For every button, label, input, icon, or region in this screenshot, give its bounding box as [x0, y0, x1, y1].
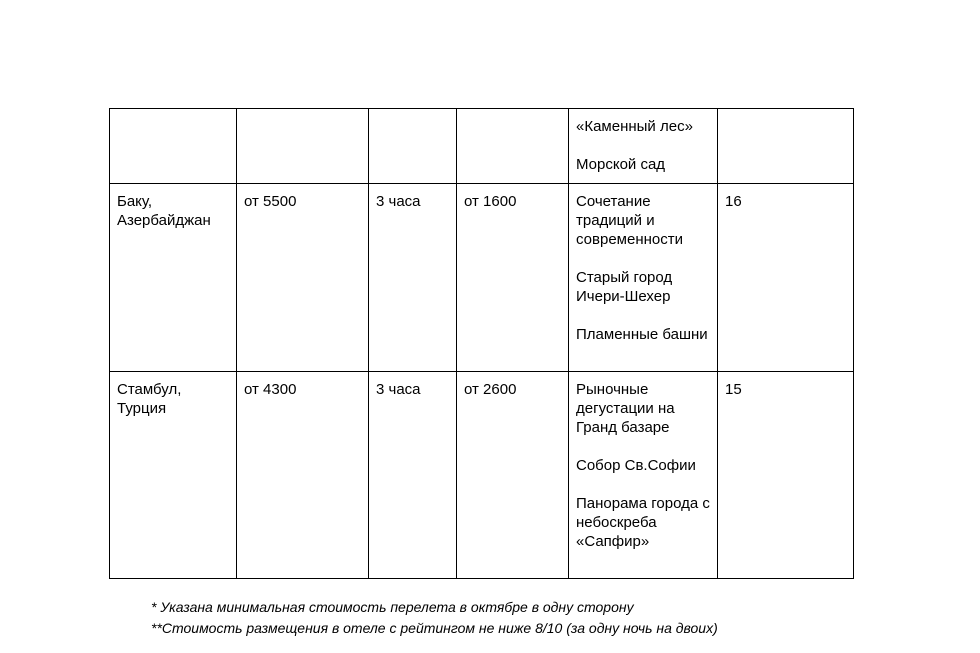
sights-cell — [569, 372, 718, 579]
hotel-price-cell — [457, 184, 569, 372]
temperature-text: 16 — [725, 193, 742, 210]
flight-price-text: от 4300 — [244, 381, 297, 398]
sight-item: Собор Св.Софии — [576, 457, 696, 474]
city-text: Стамбул, Турция — [117, 381, 182, 417]
sight-item: Морской сад — [576, 156, 666, 173]
hotel-price-text: от 2600 — [464, 381, 517, 398]
hotel-price-text: от 1600 — [464, 193, 517, 210]
temperature-text: 15 — [725, 381, 742, 398]
flight-price-cell — [237, 372, 369, 579]
flight-price-cell — [237, 184, 369, 372]
hotel-price-cell — [457, 109, 569, 184]
sight-item: Рыночные дегустации на Гранд базаре — [576, 381, 675, 436]
flight-duration-cell — [369, 372, 457, 579]
sight-item: Старый город Ичери-Шехер — [576, 269, 673, 305]
flight-duration-text: 3 часа — [376, 193, 421, 210]
footnote-flight: * Указана минимальная стоимость перелета в октябре в одну сторону — [151, 599, 634, 615]
city-text: Баку, Азербайджан — [117, 193, 211, 229]
sight-item: Пламенные башни — [576, 326, 708, 343]
table-row — [110, 184, 854, 372]
flight-price-cell — [237, 109, 369, 184]
temperature-cell — [718, 184, 854, 372]
city-cell — [110, 184, 237, 372]
sights-cell — [569, 184, 718, 372]
footnotes — [151, 597, 718, 639]
flight-duration-cell — [369, 184, 457, 372]
temperature-cell — [718, 372, 854, 579]
sights-cell — [569, 109, 718, 184]
city-cell — [110, 109, 237, 184]
temperature-cell — [718, 109, 854, 184]
table-row — [110, 109, 854, 184]
footnote-hotel: **Стоимость размещения в отеле с рейтингом не ниже 8/10 (за одну ночь на двоих) — [151, 620, 718, 636]
table-row — [110, 372, 854, 579]
hotel-price-cell — [457, 372, 569, 579]
sight-item: Панорама города с небоскреба «Сапфир» — [576, 495, 710, 550]
sight-item: «Каменный лес» — [576, 118, 693, 135]
sight-item: Сочетание традиций и современности — [576, 193, 683, 248]
destinations-table — [109, 108, 854, 579]
city-cell — [110, 372, 237, 579]
flight-price-text: от 5500 — [244, 193, 297, 210]
flight-duration-text: 3 часа — [376, 381, 421, 398]
flight-duration-cell — [369, 109, 457, 184]
